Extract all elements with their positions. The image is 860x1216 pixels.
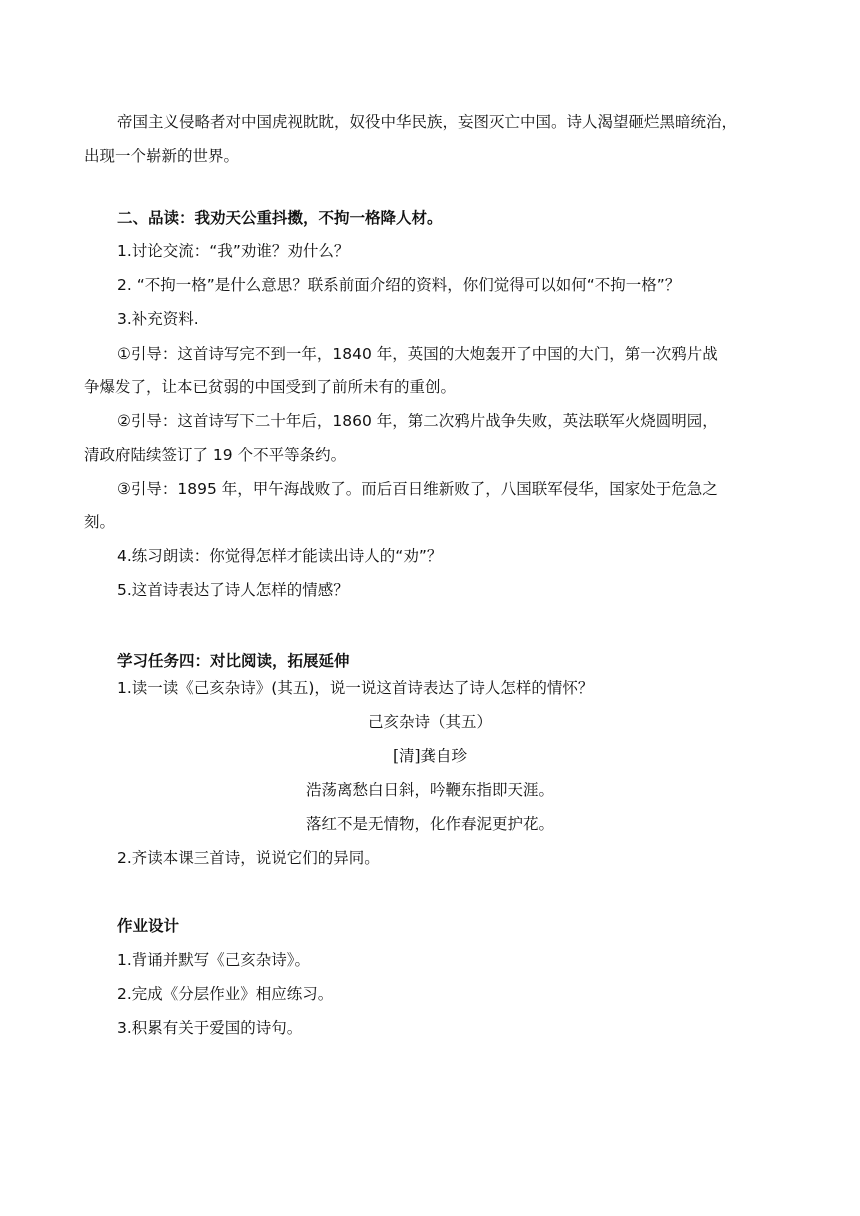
poem-line: 落红不是无情物，化作春泥更护花。 xyxy=(305,815,554,833)
section-heading-task4: 学习任务四：对比阅读，拓展延伸 xyxy=(117,652,350,670)
guide-3-line-1: ③引导：1895 年，甲午海战败了。而后百日维新败了，八国联军侵华，国家处于危急之 xyxy=(117,480,718,498)
list-item: 4.练习朗读：你觉得怎样才能读出诗人的“劝”？ xyxy=(117,547,443,565)
list-item: 3.补充资料. xyxy=(117,310,199,328)
list-item: 1.读一读《己亥杂诗》(其五)，说一说这首诗表达了诗人怎样的情怀？ xyxy=(117,679,594,697)
intro-line-2: 出现一个崭新的世界。 xyxy=(84,147,240,165)
list-item: 1.背诵并默写《己亥杂诗》。 xyxy=(117,951,311,969)
list-item: 1.讨论交流：“我”劝谁？劝什么？ xyxy=(117,242,350,260)
list-item: 3.积累有关于爱国的诗句。 xyxy=(117,1019,303,1037)
list-item: 2.完成《分层作业》相应练习。 xyxy=(117,985,334,1003)
guide-2-line-2: 清政府陆续签订了 19 个不平等条约。 xyxy=(84,446,347,464)
poem-line: 浩荡离愁白日斜，吟鞭东指即天涯。 xyxy=(305,781,554,799)
guide-1-line-2: 争爆发了，让本已贫弱的中国受到了前所未有的重创。 xyxy=(84,378,457,396)
poem-author: [清]龚自珍 xyxy=(392,747,468,765)
guide-1-line-1: ①引导：这首诗写完不到一年，1840 年，英国的大炮轰开了中国的大门，第一次鸦片战 xyxy=(117,345,718,363)
list-item: 5.这首诗表达了诗人怎样的情感？ xyxy=(117,581,349,599)
intro-line-1: 帝国主义侵略者对中国虎视眈眈，奴役中华民族，妄图灭亡中国。诗人渴望砸烂黑暗统治， xyxy=(117,113,738,131)
section-heading-pindu: 二、品读：我劝天公重抖擞，不拘一格降人材。 xyxy=(117,209,443,227)
section-heading-homework: 作业设计 xyxy=(117,917,180,935)
list-item: 2. “不拘一格”是什么意思？联系前面介绍的资料，你们觉得可以如何“不拘一格”？ xyxy=(117,276,681,294)
poem-title: 己亥杂诗（其五） xyxy=(367,713,492,731)
guide-3-line-2: 刻。 xyxy=(84,513,116,531)
guide-2-line-1: ②引导：这首诗写下二十年后，1860 年，第二次鸦片战争失败，英法联军火烧圆明园， xyxy=(117,412,718,430)
list-item: 2.齐读本课三首诗，说说它们的异同。 xyxy=(117,849,380,867)
